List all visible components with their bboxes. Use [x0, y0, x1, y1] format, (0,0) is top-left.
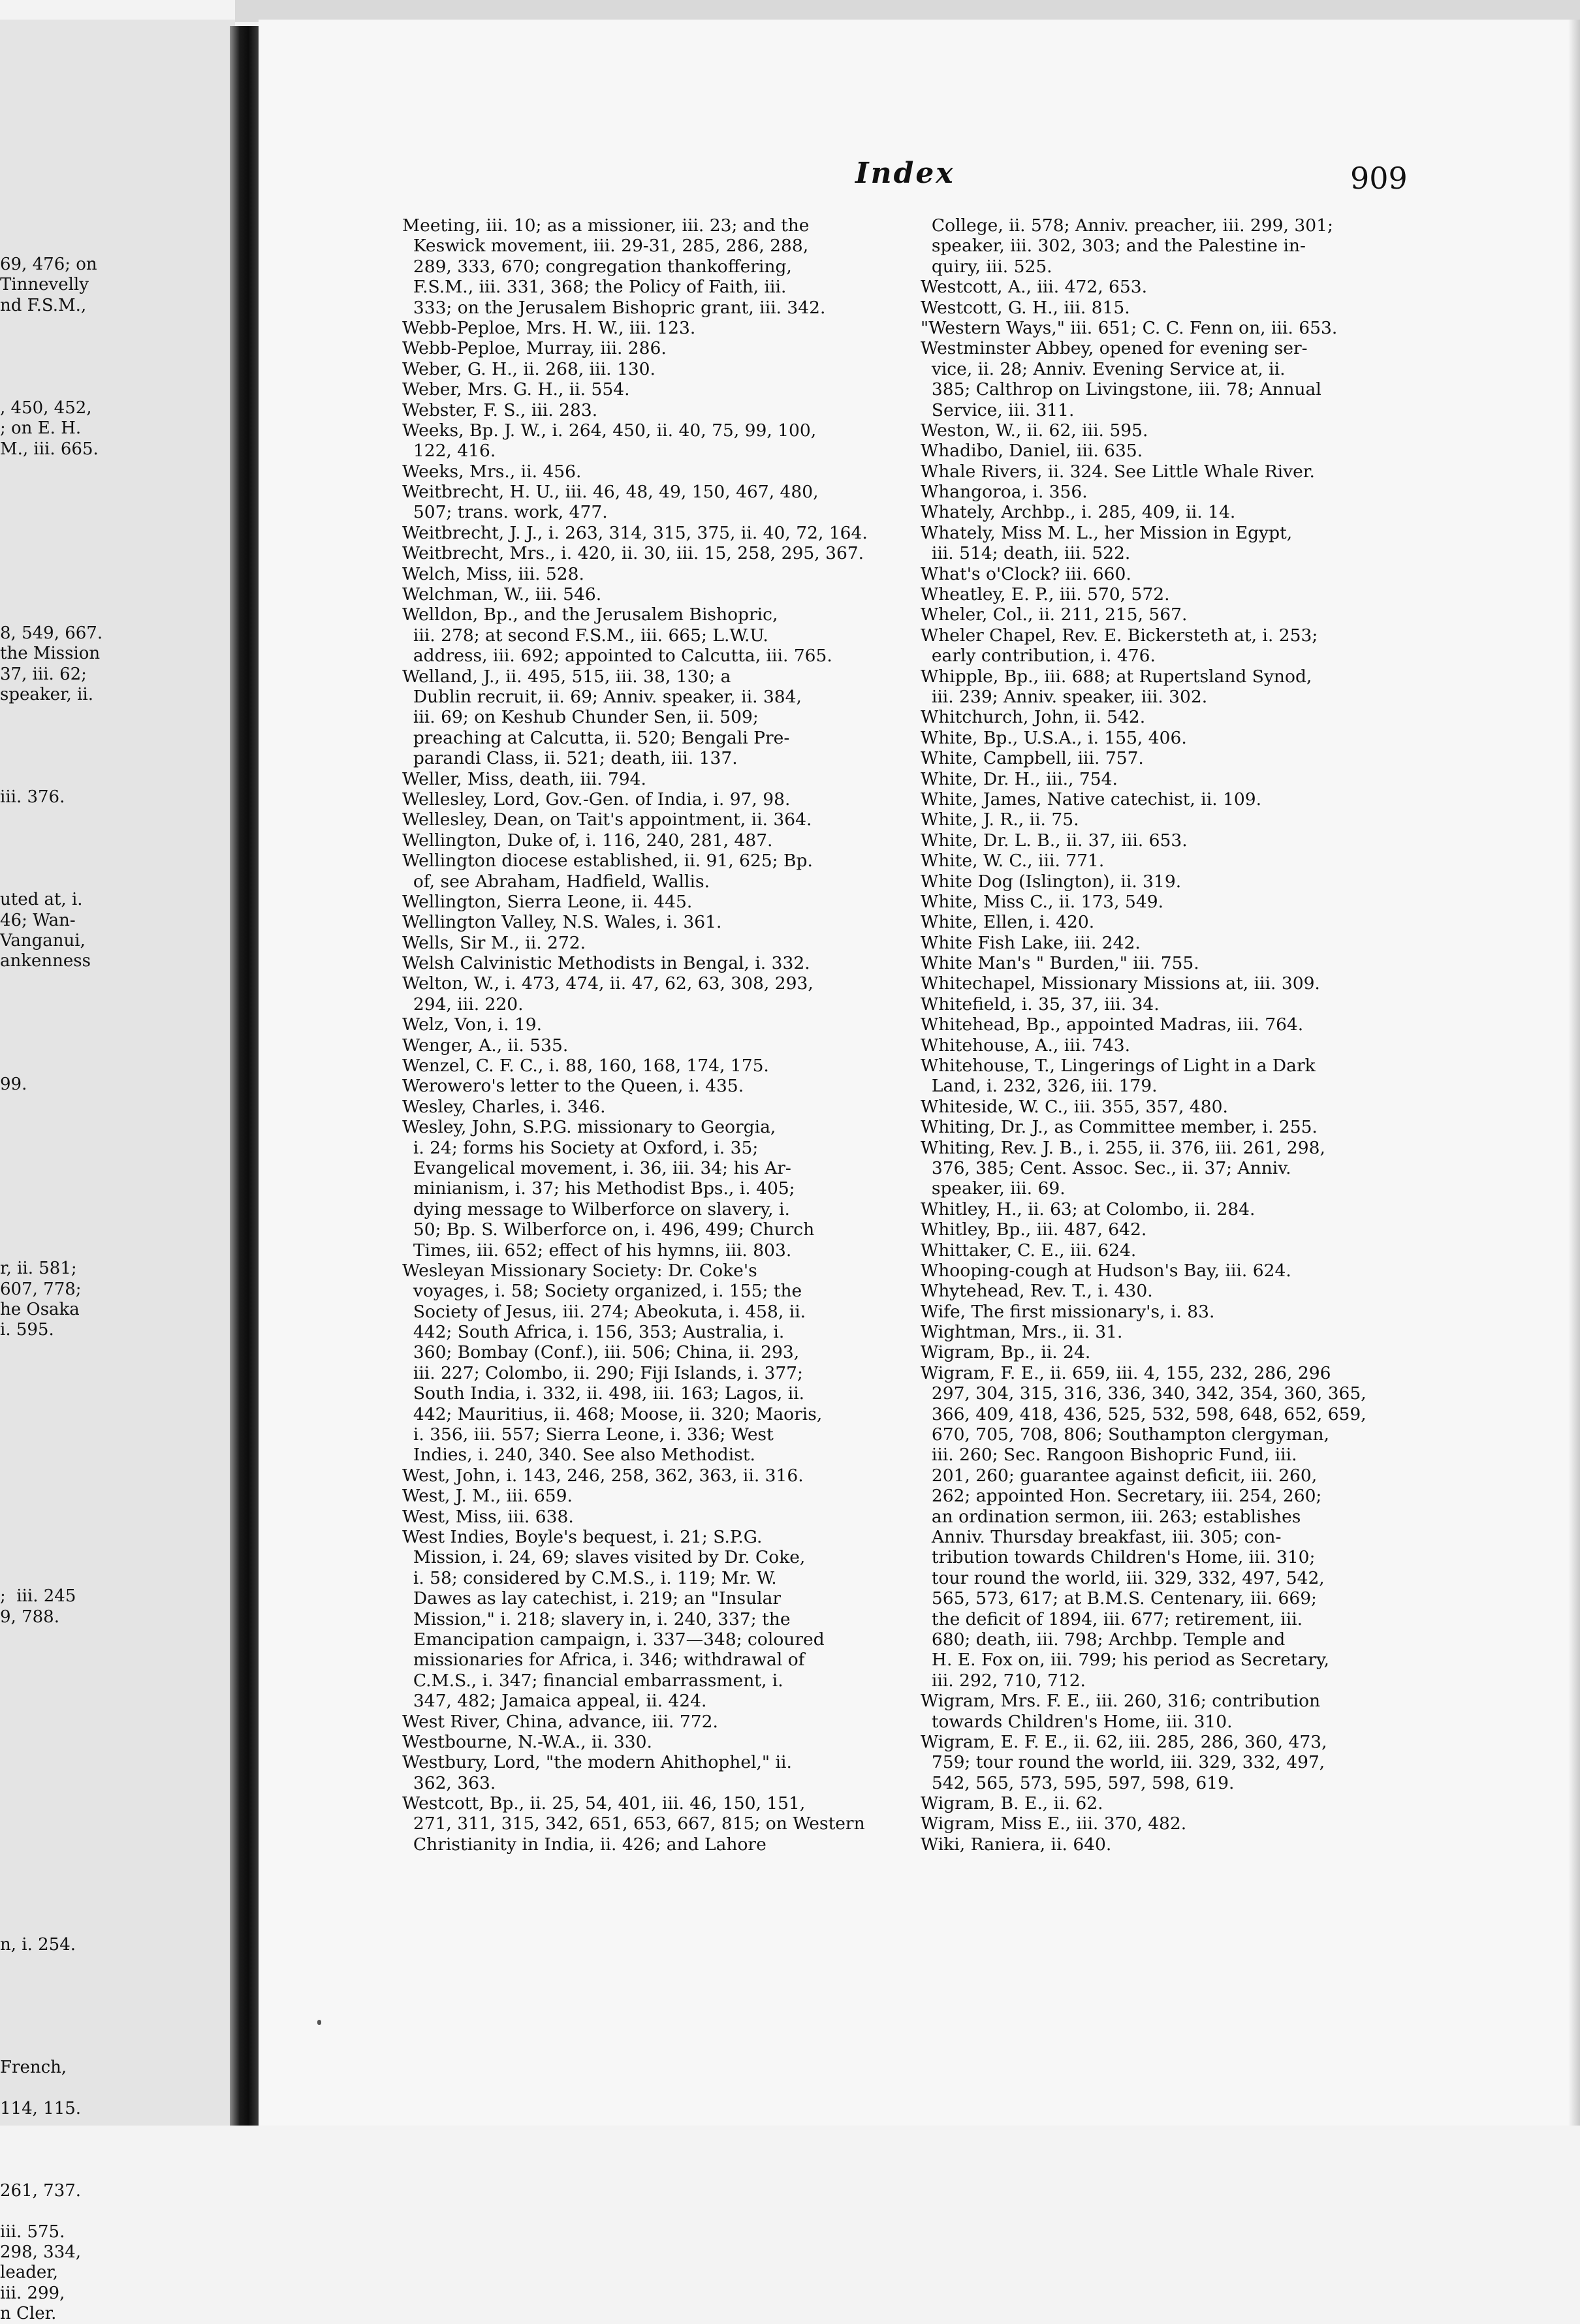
index-line: Whitchurch, John, ii. 542. [921, 707, 1146, 728]
index-line: Dublin recruit, ii. 69; Anniv. speaker, ii. 384, [402, 686, 802, 707]
index-line: Whadibo, Daniel, iii. 635. [921, 441, 1143, 462]
fragment-line: 46; Wan- [0, 910, 76, 930]
fragment-line [0, 992, 103, 1013]
fragment-line [0, 1115, 103, 1135]
index-line: Whitley, Bp., iii. 487, 642. [921, 1219, 1147, 1240]
index-line: i. 58; considered by C.M.S., i. 119; Mr. W. [402, 1567, 777, 1588]
index-line: Wellington, Duke of, i. 116, 240, 281, 487. [402, 830, 773, 851]
fragment-line: i. 595. [0, 1320, 54, 1340]
index-line: parandi Class, ii. 521; death, iii. 137. [402, 748, 738, 769]
fragment-line: ankenness [0, 951, 91, 971]
index-line: Whittaker, C. E., iii. 624. [921, 1240, 1137, 1261]
index-line: towards Children's Home, iii. 310. [921, 1711, 1233, 1732]
fragment-line [0, 870, 103, 890]
fragment-line: n, i. 254. [0, 1935, 76, 1955]
index-line: Dawes as lay catechist, i. 219; an "Insular [402, 1588, 782, 1609]
index-line: Westcott, Bp., ii. 25, 54, 401, iii. 46, 150, 151, [402, 1793, 806, 1814]
index-line: 442; South Africa, i. 156, 353; Australia, i. [402, 1322, 785, 1343]
index-line: an ordination sermon, iii. 263; establishes [921, 1506, 1301, 1527]
fragment-line: French, [0, 2058, 67, 2078]
index-line: White, Dr. L. B., ii. 37, iii. 653. [921, 830, 1188, 851]
index-line: Weston, W., ii. 62, iii. 595. [921, 420, 1148, 441]
index-line: Weber, Mrs. G. H., ii. 554. [402, 379, 630, 400]
index-line: Werowero's letter to the Queen, i. 435. [402, 1076, 744, 1097]
index-line: Whitehouse, A., iii. 743. [921, 1035, 1131, 1056]
fragment-line [0, 1095, 103, 1115]
fragment-line [0, 2079, 103, 2099]
fragment-line [0, 828, 103, 849]
index-line: Welldon, Bp., and the Jerusalem Bishopric, [402, 605, 778, 625]
index-line: missionaries for Africa, i. 346; withdrawal of [402, 1650, 805, 1671]
index-line: Wigram, Miss E., iii. 370, 482. [921, 1814, 1187, 1834]
fragment-line [0, 1217, 103, 1238]
index-line: White, Miss C., ii. 173, 549. [921, 891, 1164, 912]
index-line: Wheler Chapel, Rev. E. Bickersteth at, i. 253; [921, 625, 1318, 646]
index-line: Christianity in India, ii. 426; and Lahore [402, 1834, 766, 1855]
index-line: 360; Bombay (Conf.), iii. 506; China, ii. 293, [402, 1342, 800, 1363]
index-line: tour round the world, iii. 329, 332, 497, 542, [921, 1567, 1325, 1588]
fragment-line [0, 1546, 103, 1566]
fragment-line [0, 2017, 103, 2037]
fragment-line: nd F.S.M., [0, 295, 87, 315]
index-line: Webb-Peploe, Mrs. H. W., iii. 123. [402, 317, 696, 338]
index-line: iii. 227; Colombo, ii. 290; Fiji Islands, i. 377; [402, 1362, 803, 1383]
index-line: preaching at Calcutta, ii. 520; Bengali Pre- [402, 727, 790, 748]
index-line: Whipple, Bp., iii. 688; at Rupertsland Synod, [921, 666, 1312, 687]
index-line: quiry, iii. 525. [921, 256, 1052, 277]
fragment-line [0, 1566, 103, 1586]
index-line: Whitley, H., ii. 63; at Colombo, ii. 284. [921, 1199, 1256, 1219]
fragment-line [0, 1238, 103, 1259]
fragment-line: 99. [0, 1074, 27, 1094]
index-line: White, J. R., ii. 75. [921, 809, 1079, 830]
index-line: Westcott, G. H., iii. 815. [921, 297, 1130, 318]
fragment-line: r, ii. 581; [0, 1259, 77, 1279]
index-line: iii. 278; at second F.S.M., iii. 665; L.W.U. [402, 625, 768, 646]
fragment-line: 37, iii. 62; [0, 664, 87, 684]
index-line: Wigram, Mrs. F. E., iii. 260, 316; contribution [921, 1691, 1321, 1712]
index-line: Evangelical movement, i. 36, iii. 34; his Ar- [402, 1157, 791, 1178]
fragment-line: 607, 778; [0, 1279, 82, 1299]
fragment-line [0, 849, 103, 869]
index-line: iii. 69; on Keshub Chunder Sen, ii. 509; [402, 707, 759, 728]
fragment-line [0, 767, 103, 787]
fragment-line [0, 1525, 103, 1545]
index-line: i. 24; forms his Society at Oxford, i. 35; [402, 1137, 759, 1158]
index-line: West, John, i. 143, 246, 258, 362, 363, ii. 316. [402, 1465, 804, 1486]
index-line: Wesley, Charles, i. 346. [402, 1096, 606, 1117]
fragment-line: Vanganui, [0, 930, 86, 950]
index-line: Keswick movement, iii. 29-31, 285, 286, 288, [402, 236, 809, 257]
index-line: Westbourne, N.-W.A., ii. 330. [402, 1731, 652, 1752]
index-line: 565, 573, 617; at B.M.S. Centenary, iii. 669; [921, 1588, 1317, 1609]
index-line: Weitbrecht, H. U., iii. 46, 48, 49, 150, 467, 480, [402, 482, 819, 503]
index-line: Wiki, Raniera, ii. 640. [921, 1834, 1112, 1855]
index-line: Whale Rivers, ii. 324. See Little Whale River. [921, 461, 1315, 482]
index-line: Whately, Miss M. L., her Mission in Egypt, [921, 522, 1293, 543]
index-line: Wenger, A., ii. 535. [402, 1035, 569, 1056]
index-line: vice, ii. 28; Anniv. Evening Service at, ii. [921, 358, 1286, 379]
index-line: Westbury, Lord, "the modern Ahithophel," ii. [402, 1752, 792, 1773]
index-line: Whangoroa, i. 356. [921, 482, 1088, 503]
fragment-line [0, 1381, 103, 1402]
index-line: 333; on the Jerusalem Bishopric grant, iii. 342. [402, 297, 826, 318]
index-line: Wellington, Sierra Leone, ii. 445. [402, 891, 693, 912]
index-line: Wellesley, Dean, on Tait's appointment, ii. 364. [402, 809, 812, 830]
index-line: White Fish Lake, iii. 242. [921, 932, 1141, 953]
index-line: White, James, Native catechist, ii. 109. [921, 789, 1262, 809]
fragment-line [0, 582, 103, 603]
index-line: voyages, i. 58; Society organized, i. 155; the [402, 1281, 802, 1302]
index-line: Webster, F. S., iii. 283. [402, 400, 598, 420]
index-line: Wightman, Mrs., ii. 31. [921, 1322, 1123, 1343]
index-line: 542, 565, 573, 595, 597, 598, 619. [921, 1772, 1235, 1793]
index-line: Weitbrecht, Mrs., i. 420, ii. 30, iii. 15, 258, 295, 367. [402, 543, 864, 564]
index-line: Whitechapel, Missionary Missions at, iii. 309. [921, 973, 1320, 994]
index-line: Wells, Sir M., ii. 272. [402, 932, 586, 953]
index-line: 297, 304, 315, 316, 336, 340, 342, 354, 360, 365, [921, 1383, 1367, 1404]
index-line: White, Campbell, iii. 757. [921, 748, 1144, 769]
fragment-line [0, 1136, 103, 1156]
fragment-line [0, 2037, 103, 2058]
fragment-line [0, 1669, 103, 1689]
index-line: Mission," i. 218; slavery in, i. 240, 337; the [402, 1609, 791, 1629]
index-line: Mission, i. 24, 69; slaves visited by Dr. Coke, [402, 1547, 806, 1568]
index-line: Whiting, Dr. J., as Committee member, i. 255. [921, 1117, 1318, 1138]
index-line: 347, 482; Jamaica appeal, ii. 424. [402, 1691, 707, 1712]
index-line: Anniv. Thursday breakfast, iii. 305; con- [921, 1527, 1282, 1547]
index-line: i. 356, iii. 557; Sierra Leone, i. 336; West [402, 1424, 774, 1445]
fragment-line: iii. 376. [0, 787, 65, 808]
fragment-line [0, 1751, 103, 1771]
fragment-line [0, 1197, 103, 1217]
index-line: 294, iii. 220. [402, 994, 524, 1014]
fragment-line: speaker, ii. [0, 685, 94, 705]
fragment-line [0, 1730, 103, 1750]
fragment-line [0, 460, 103, 480]
fragment-line [0, 377, 103, 398]
index-line: Webb-Peploe, Murray, iii. 286. [402, 338, 667, 359]
fragment-line [0, 1033, 103, 1054]
fragment-line [0, 1505, 103, 1525]
fragment-line [0, 726, 103, 746]
fragment-line: uted at, i. [0, 890, 83, 910]
fragment-line: 298, 334, [0, 2242, 82, 2262]
fragment-line: iii. 299, [0, 2283, 65, 2303]
index-line: F.S.M., iii. 331, 368; the Policy of Faith, iii. [402, 277, 787, 298]
index-line: Westminster Abbey, opened for evening ser- [921, 338, 1308, 359]
fragment-line [0, 1054, 103, 1074]
index-line: Service, iii. 311. [921, 400, 1075, 420]
fragment-line [0, 1402, 103, 1422]
index-line: minianism, i. 37; his Methodist Bps., i. 405; [402, 1178, 795, 1199]
index-line: Whooping-cough at Hudson's Bay, iii. 624. [921, 1260, 1291, 1281]
index-line: Wesleyan Missionary Society: Dr. Coke's [402, 1260, 757, 1281]
index-line: Wellington diocese established, ii. 91, 625; Bp. [402, 851, 813, 872]
index-line: Meeting, iii. 10; as a missioner, iii. 23; and the [402, 215, 810, 236]
index-line: address, iii. 692; appointed to Calcutta, iii. 765. [402, 646, 832, 667]
index-line: Wellington Valley, N.S. Wales, i. 361. [402, 912, 722, 933]
index-line: tribution towards Children's Home, iii. 310; [921, 1547, 1316, 1568]
fragment-line [0, 357, 103, 377]
fragment-line [0, 1874, 103, 1894]
index-line: Westcott, A., iii. 472, 653. [921, 277, 1148, 298]
fragment-line: leader, [0, 2263, 59, 2283]
index-line: dying message to Wilberforce on slavery, i. [402, 1199, 790, 1219]
index-line: speaker, iii. 69. [921, 1178, 1066, 1199]
fragment-line [0, 1710, 103, 1730]
fragment-line [0, 1791, 103, 1812]
index-line: speaker, iii. 302, 303; and the Palestine in- [921, 236, 1306, 257]
page-edge [1568, 20, 1580, 2126]
index-line: Whytehead, Rev. T., i. 430. [921, 1281, 1153, 1302]
fragment-line: 114, 115. [0, 2099, 82, 2119]
index-line: White, Bp., U.S.A., i. 155, 406. [921, 727, 1187, 748]
index-line: Wife, The first missionary's, i. 83. [921, 1301, 1215, 1322]
index-line: Weber, G. H., ii. 268, iii. 130. [402, 358, 656, 379]
index-line: Wigram, F. E., ii. 659, iii. 4, 155, 232, 286, 296 [921, 1362, 1331, 1383]
index-line: Weitbrecht, J. J., i. 263, 314, 315, 375, ii. 40, 72, 164. [402, 522, 868, 543]
fragment-line [0, 337, 103, 357]
index-line: 201, 260; guarantee against deficit, iii. 260, [921, 1465, 1318, 1486]
fragment-line [0, 2120, 103, 2140]
index-line: Wigram, B. E., ii. 62. [921, 1793, 1103, 1814]
index-line: Emancipation campaign, i. 337—348; coloured [402, 1629, 825, 1650]
index-line: Whitehouse, T., Lingerings of Light in a Dark [921, 1056, 1316, 1076]
fragment-line [0, 1627, 103, 1648]
index-line: Wellesley, Lord, Gov.-Gen. of India, i. 97, 98. [402, 789, 791, 809]
fragment-line [0, 2140, 103, 2160]
fragment-line [0, 521, 103, 541]
index-line: 366, 409, 418, 436, 525, 532, 598, 648, 652, 659, [921, 1404, 1367, 1424]
fragment-line: 261, 737. [0, 2180, 82, 2201]
index-line: 262; appointed Hon. Secretary, iii. 254, 260; [921, 1486, 1322, 1507]
index-line: West, J. M., iii. 659. [402, 1486, 573, 1507]
fragment-line [0, 1156, 103, 1176]
fragment-line [0, 603, 103, 623]
index-line: Whiting, Rev. J. B., i. 255, ii. 376, iii. 261, 298, [921, 1137, 1325, 1158]
index-line: Whitefield, i. 35, 37, iii. 34. [921, 994, 1160, 1014]
index-line: 122, 416. [402, 441, 496, 462]
fragment-line [0, 1812, 103, 1832]
index-line: Wheler, Col., ii. 211, 215, 567. [921, 605, 1188, 625]
index-line: Society of Jesus, iii. 274; Abeokuta, i. 458, ii. [402, 1301, 806, 1322]
index-line: 670, 705, 708, 806; Southampton clergyman, [921, 1424, 1329, 1445]
fragment-line: 9, 788. [0, 1607, 59, 1627]
fragment-line: iii. 575. [0, 2222, 65, 2242]
index-line: Times, iii. 652; effect of his hymns, iii. 803. [402, 1240, 792, 1261]
page-header: Index [855, 157, 955, 190]
index-line: Wenzel, C. F. C., i. 88, 160, 168, 174, 175. [402, 1056, 769, 1076]
index-line: Welland, J., ii. 495, 515, iii. 38, 130; a [402, 666, 731, 687]
fragment-line: Tinnevelly [0, 275, 89, 295]
index-line: Wigram, E. F. E., ii. 62, iii. 285, 286, 360, 473, [921, 1731, 1327, 1752]
scan-top-margin [235, 0, 1580, 22]
index-line: Welz, Von, i. 19. [402, 1014, 543, 1035]
index-column-right [921, 215, 1367, 1855]
index-line: 385; Calthrop on Livingstone, iii. 78; Annual [921, 379, 1321, 400]
fragment-line: ; on E. H. [0, 418, 82, 439]
fragment-line [0, 1341, 103, 1361]
index-line: iii. 292, 710, 712. [921, 1670, 1086, 1691]
fragment-line [0, 972, 103, 992]
index-line: Welton, W., i. 473, 474, ii. 47, 62, 63, 308, 293, [402, 973, 814, 994]
index-line: Wigram, Bp., ii. 24. [921, 1342, 1091, 1363]
index-line: Wesley, John, S.P.G. missionary to Georgia, [402, 1117, 776, 1138]
fragment-line [0, 706, 103, 726]
fragment-line [0, 1484, 103, 1504]
book-spine [230, 26, 259, 2126]
index-column-left [402, 215, 868, 1855]
fragment-line [0, 1832, 103, 1853]
fragment-line [0, 808, 103, 828]
index-line: H. E. Fox on, iii. 799; his period as Secretary, [921, 1650, 1329, 1671]
index-line: Weller, Miss, death, iii. 794. [402, 768, 646, 789]
fragment-line: he Osaka [0, 1299, 80, 1319]
index-line: White, W. C., iii. 771. [921, 851, 1105, 872]
index-line: Weeks, Mrs., ii. 456. [402, 461, 582, 482]
fragment-line [0, 1464, 103, 1484]
fragment-line: M., iii. 665. [0, 439, 99, 459]
index-line: 376, 385; Cent. Assoc. Sec., ii. 37; Anniv. [921, 1157, 1291, 1178]
index-line: West, Miss, iii. 638. [402, 1506, 574, 1527]
index-line: Land, i. 232, 326, iii. 179. [921, 1076, 1158, 1097]
index-line: 362, 363. [402, 1772, 496, 1793]
index-line: West River, China, advance, iii. 772. [402, 1711, 718, 1732]
fragment-line [0, 746, 103, 766]
index-line: West Indies, Boyle's bequest, i. 21; S.P.G. [402, 1527, 763, 1547]
ink-speck [317, 2020, 321, 2025]
index-line: Welchman, W., iii. 546. [402, 584, 602, 605]
index-line: early contribution, i. 476. [921, 646, 1156, 667]
index-line: 442; Mauritius, ii. 468; Moose, ii. 320; Maoris, [402, 1404, 823, 1424]
fragment-line [0, 1443, 103, 1464]
left-page-fragments [0, 255, 103, 2324]
index-line: iii. 239; Anniv. speaker, iii. 302. [921, 686, 1208, 707]
fragment-line [0, 562, 103, 582]
index-line: Weeks, Bp. J. W., i. 264, 450, ii. 40, 75, 99, 100, [402, 420, 817, 441]
fragment-line: the Mission [0, 644, 101, 664]
fragment-line: 8, 549, 667. [0, 623, 103, 644]
fragment-line [0, 1361, 103, 1381]
index-line: 271, 311, 315, 342, 651, 653, 667, 815; on Western [402, 1814, 865, 1834]
index-line: White, Dr. H., iii., 754. [921, 768, 1118, 789]
index-line: 289, 333, 670; congregation thankoffering, [402, 256, 792, 277]
index-line: White Dog (Islington), ii. 319. [921, 871, 1182, 892]
fragment-line [0, 2160, 103, 2180]
fragment-line [0, 1894, 103, 1914]
fragment-line: 69, 476; on [0, 255, 97, 274]
index-line: iii. 260; Sec. Rangoon Bishopric Fund, iii. [921, 1445, 1297, 1466]
fragment-line [0, 1422, 103, 1443]
index-line: the deficit of 1894, iii. 677; retirement, iii. [921, 1609, 1303, 1629]
fragment-line: n Cler. [0, 2304, 57, 2324]
fragment-line [0, 316, 103, 336]
index-line: White Man's " Burden," iii. 755. [921, 953, 1199, 974]
index-line: 50; Bp. S. Wilberforce on, i. 496, 499; Church [402, 1219, 815, 1240]
index-line: 680; death, iii. 798; Archbp. Temple and [921, 1629, 1286, 1650]
fragment-line [0, 501, 103, 521]
fragment-line [0, 1177, 103, 1197]
fragment-line [0, 2201, 103, 2222]
index-line: What's o'Clock? iii. 660. [921, 563, 1131, 584]
index-line: 759; tour round the world, iii. 329, 332, 497, [921, 1752, 1325, 1773]
index-line: "Western Ways," iii. 651; C. C. Fenn on, iii. 653. [921, 317, 1338, 338]
index-line: Wheatley, E. P., iii. 570, 572. [921, 584, 1170, 605]
index-line: Welsh Calvinistic Methodists in Bengal, i. 332. [402, 953, 810, 974]
fragment-line [0, 1996, 103, 2017]
fragment-line [0, 1648, 103, 1669]
index-line: Whately, Archbp., i. 285, 409, ii. 14. [921, 502, 1236, 523]
index-line: iii. 514; death, iii. 522. [921, 543, 1131, 564]
page-number: 909 [1350, 161, 1408, 196]
fragment-line [0, 541, 103, 561]
index-line: South India, i. 332, ii. 498, iii. 163; Lagos, ii. [402, 1383, 805, 1404]
left-page [0, 20, 235, 2324]
fragment-line [0, 1771, 103, 1791]
index-line: Whitehead, Bp., appointed Madras, iii. 764. [921, 1014, 1304, 1035]
fragment-line [0, 1013, 103, 1033]
index-line: C.M.S., i. 347; financial embarrassment, i. [402, 1670, 783, 1691]
index-line: of, see Abraham, Hadfield, Wallis. [402, 871, 710, 892]
fragment-line: , 450, 452, [0, 398, 92, 418]
fragment-line [0, 1976, 103, 1996]
index-line: College, ii. 578; Anniv. preacher, iii. 299, 301; [921, 215, 1333, 236]
index-line: Whiteside, W. C., iii. 355, 357, 480. [921, 1096, 1228, 1117]
index-line: Welch, Miss, iii. 528. [402, 563, 584, 584]
fragment-line [0, 1955, 103, 1975]
fragment-line [0, 1853, 103, 1873]
index-line: 507; trans. work, 477. [402, 502, 608, 523]
index-line: White, Ellen, i. 420. [921, 912, 1095, 933]
fragment-line: ; iii. 245 [0, 1586, 76, 1607]
fragment-line [0, 1689, 103, 1709]
index-line: Indies, i. 240, 340. See also Methodist. [402, 1445, 755, 1466]
fragment-line [0, 480, 103, 500]
fragment-line [0, 1915, 103, 1935]
